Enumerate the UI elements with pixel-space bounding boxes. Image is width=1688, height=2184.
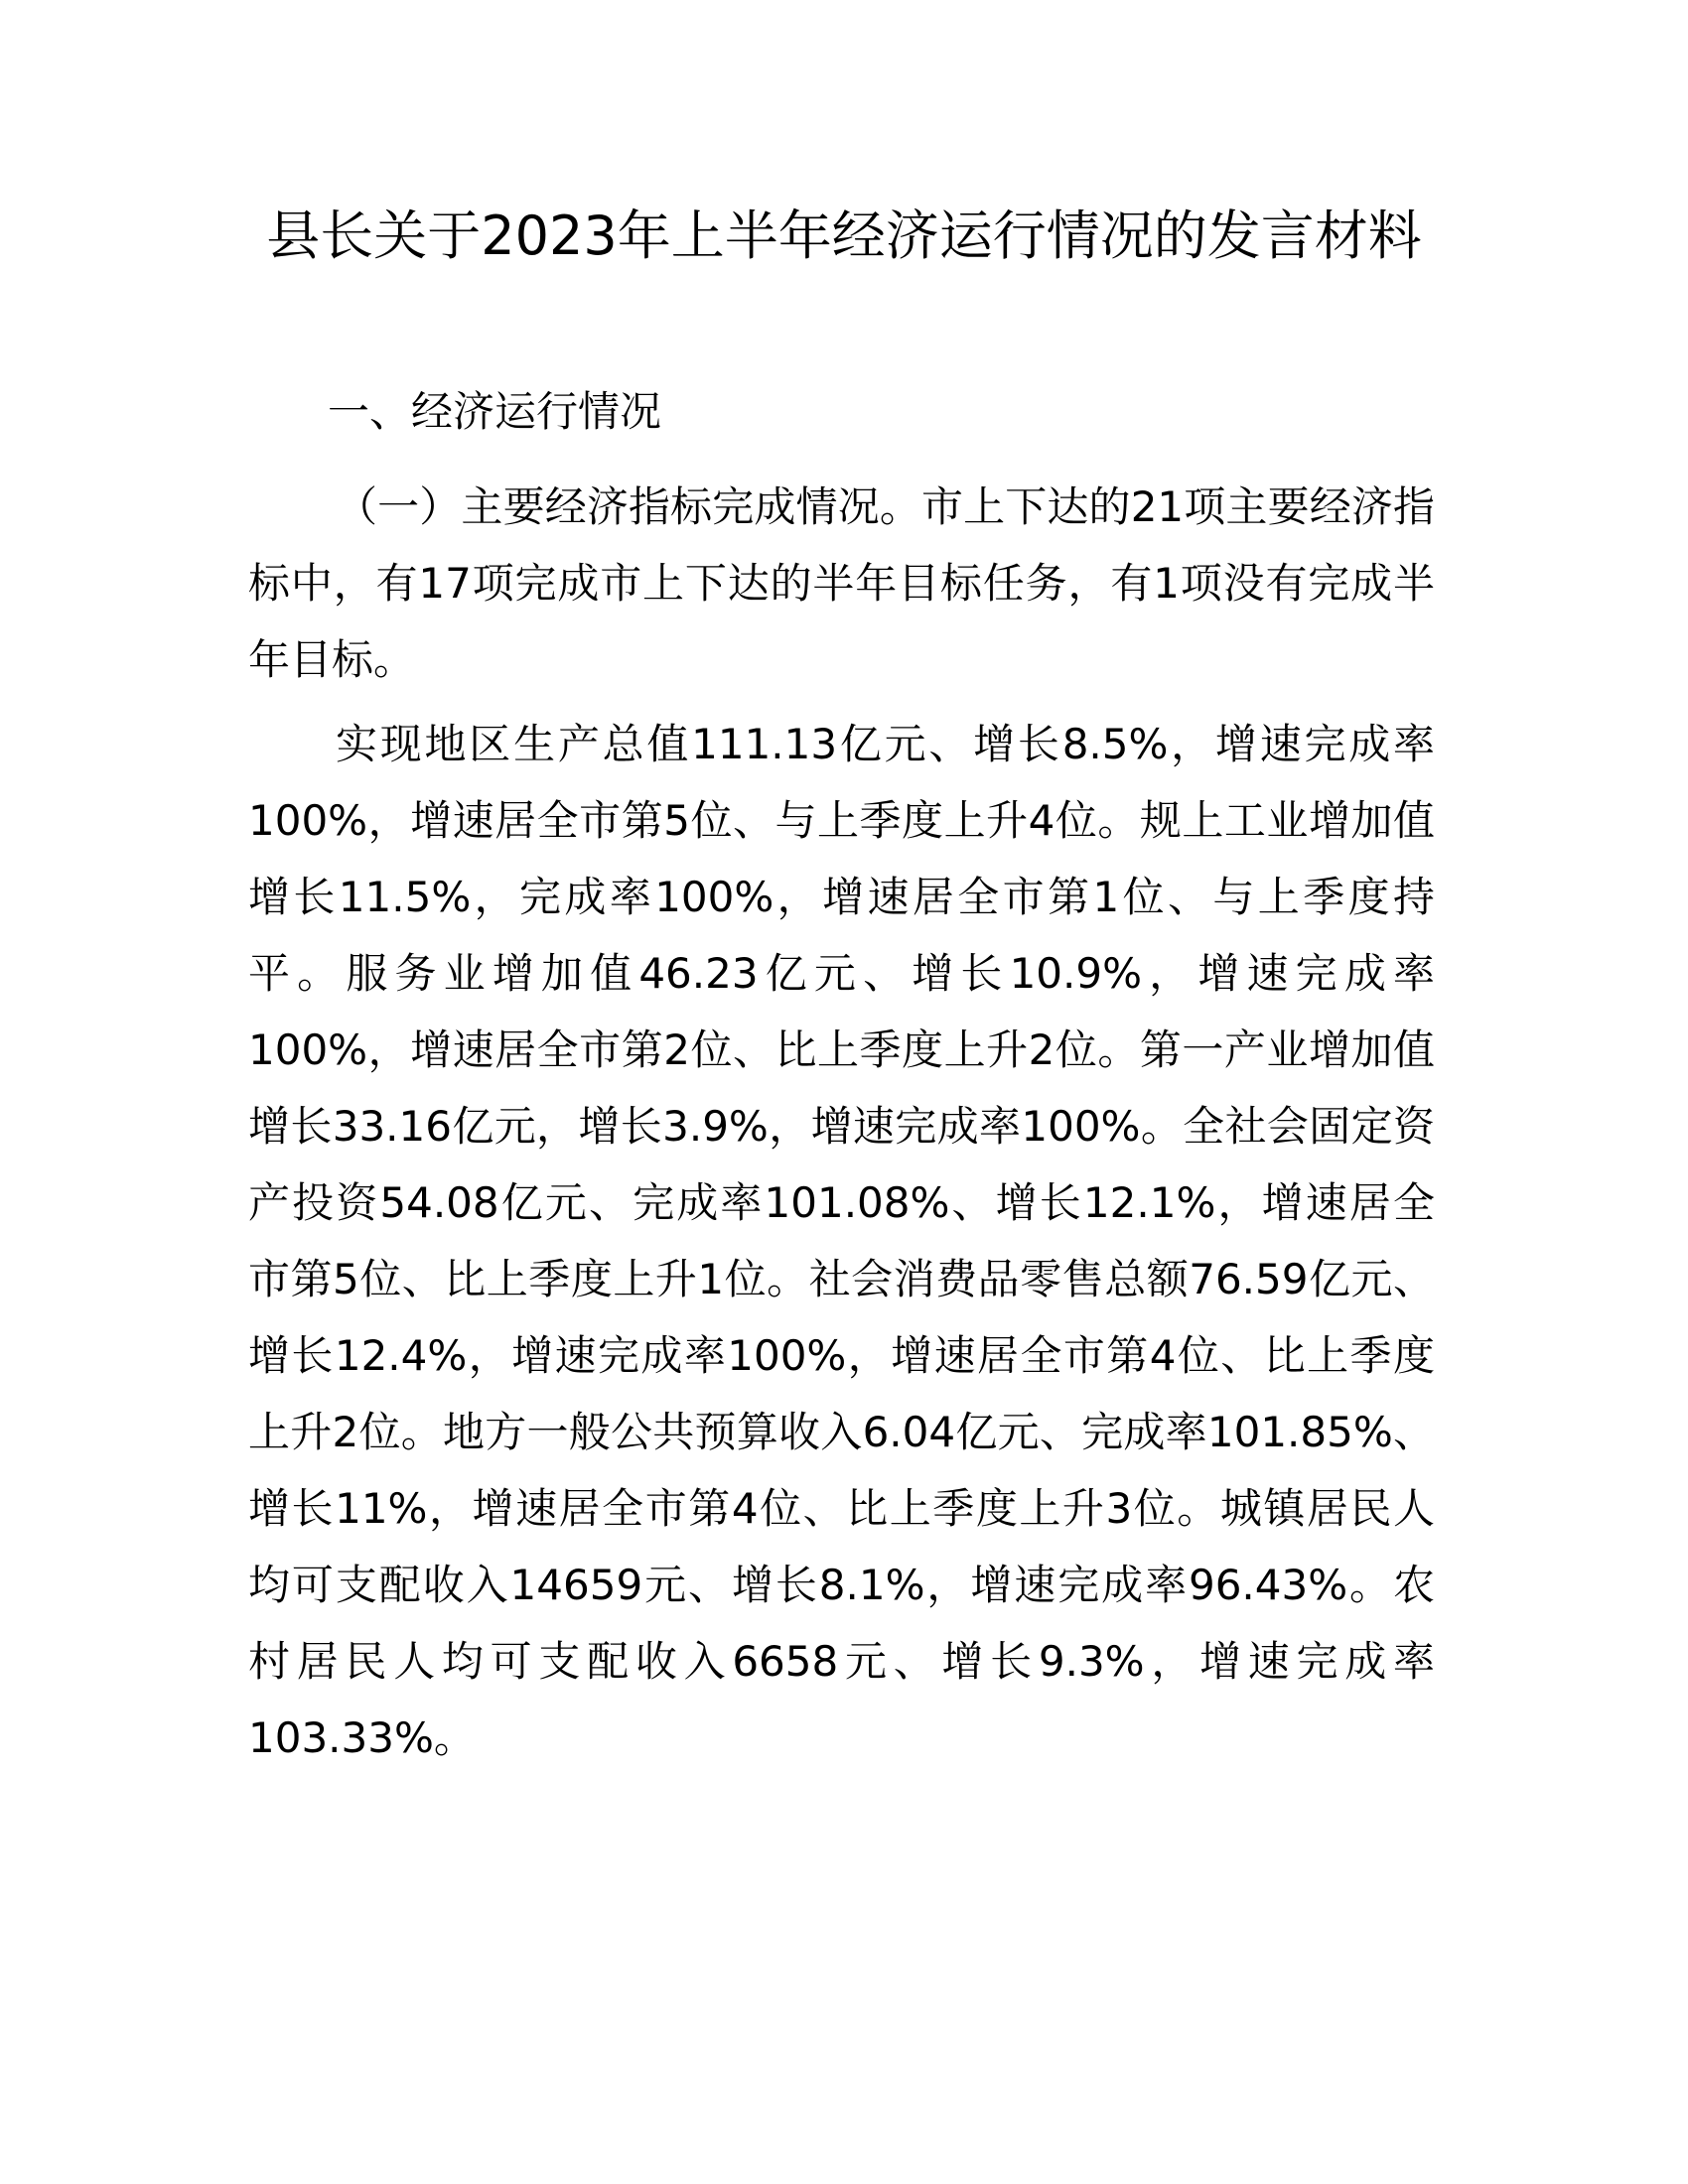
paragraph-indicators-summary: （一）主要经济指标完成情况。市上下达的21项主要经济指标中，有17项完成市上下达的半年目标任务，有1项没有完成半年目标。 [248,482,1435,684]
document-title: 县长关于2023年上半年经济运行情况的发言材料 [266,205,1422,267]
paragraph-indicators-detail: 实现地区生产总值111.13亿元、增长8.5%，增速完成率100%，增速居全市第5位、与上季度上升4位。规上工业增加值增长11.5%，完成率100%，增速居全市第1位、与上季度持平。服务业增加值46.23亿元、增长10.9%，增速完成率100%，增速居全市第2位、比上季度上升2位。第一产业增加值增长33.16亿元，增长3.9%，增速完成率100%。全社会固定资产投资54.08亿元、完成率101.08%、增长12.1%，增速居全市第5位、比上季度上升1位。社会消费品零售总额76.59亿元、增长12.4%，增速完成率100%，增速居全市第4位、比上季度上升2位。地方一般公共预算收入6.04亿元、完成率101.85%、增长11%，增速居全市第4位、比上季度上升3位。城镇居民人均可支配收入14659元、增长8.1%，增速完成率96.43%。农村居民人均可支配收入6658元、增长9.3%，增速完成率103.33%。 [248,720,1435,1762]
section-heading: 一、经济运行情况 [328,387,662,436]
